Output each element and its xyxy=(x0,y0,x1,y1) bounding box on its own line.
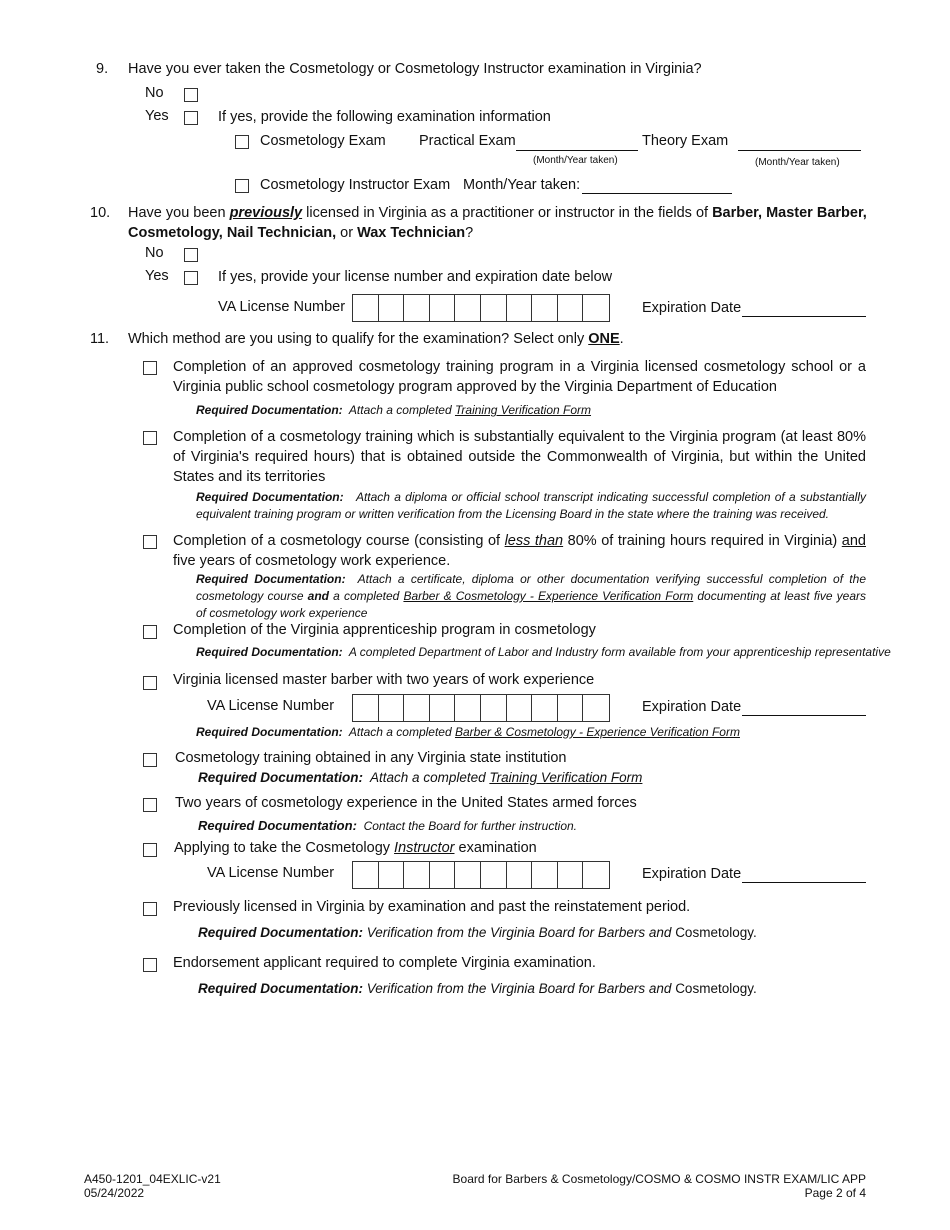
q9-number: 9. xyxy=(96,61,109,77)
footer-form-id: A450-1201_04EXLIC-v21 xyxy=(84,1172,221,1186)
q11-option2-req: Required Documentation: Attach a diploma or official school transcript indicating successful completion of a substantially equivalent training program or written verification from the Licensing Board in the state where the training was received. xyxy=(196,490,866,521)
q11-option4-checkbox[interactable] xyxy=(143,625,157,639)
q10-number: 10. xyxy=(90,205,111,221)
q10-question-line2: Cosmetology, Nail Technician, or Wax Technician? xyxy=(128,225,474,241)
q11-option6-checkbox[interactable] xyxy=(143,753,157,767)
q11-option5-checkbox[interactable] xyxy=(143,676,157,690)
q10-license-label: VA License Number xyxy=(218,299,346,315)
q11-option10-text: Endorsement applicant required to complete Virginia examination. xyxy=(173,955,596,971)
q9-no-label: No xyxy=(145,85,164,101)
q9-no-checkbox[interactable] xyxy=(184,88,198,102)
q11-option8-checkbox[interactable] xyxy=(143,843,157,857)
q11-option6-text: Cosmetology training obtained in any Virginia state institution xyxy=(175,750,567,766)
q11-option1-req: Required Documentation: Attach a completed Training Verification Form xyxy=(196,403,592,417)
q11-option8-license-label: VA License Number xyxy=(207,865,335,881)
q9-theory-hint: (Month/Year taken) xyxy=(755,157,840,168)
q9-theory-label: Theory Exam xyxy=(642,133,729,149)
q9-yes-checkbox[interactable] xyxy=(184,111,198,125)
footer-date: 05/24/2022 xyxy=(84,1186,145,1200)
q9-cosmo-exam-label: Cosmetology Exam xyxy=(260,133,386,149)
q9-instr-exam-checkbox[interactable] xyxy=(235,179,249,193)
q9-theory-field[interactable] xyxy=(738,150,861,151)
q9-yes-label: Yes xyxy=(145,108,169,124)
q11-option5-req: Required Documentation: Attach a completed Barber & Cosmetology - Experience Verification Form xyxy=(196,725,740,739)
q11-option2-text: Completion of a cosmetology training which is substantially equivalent to the Virginia program (at least 80% of Virginia's required hours) that is obtained outside the Commonwealth of Virginia, but within the United States and its territories xyxy=(173,429,866,485)
q11-option4-text: Completion of the Virginia apprenticeship program in cosmetology xyxy=(173,622,596,638)
q11-question: Which method are you using to qualify for the examination? Select only ONE. xyxy=(128,331,624,347)
q11-option7-checkbox[interactable] xyxy=(143,798,157,812)
footer-board: Board for Barbers & Cosmetology/COSMO & COSMO INSTR EXAM/LIC APP xyxy=(452,1172,866,1186)
q11-option5-text: Virginia licensed master barber with two years of work experience xyxy=(173,672,595,688)
q11-option9-req: Required Documentation: Verification from the Virginia Board for Barbers and Cosmetology. xyxy=(198,925,757,940)
q10-expiration-field[interactable] xyxy=(742,316,866,317)
q10-yes-checkbox[interactable] xyxy=(184,271,198,285)
q9-instr-month-label: Month/Year taken: xyxy=(463,177,581,193)
q11-option2-checkbox[interactable] xyxy=(143,431,157,445)
q9-question: Have you ever taken the Cosmetology or Cosmetology Instructor examination in Virginia? xyxy=(128,61,702,77)
q9-instr-exam-label: Cosmetology Instructor Exam xyxy=(260,177,451,193)
q11-option6-req: Required Documentation: Attach a completed Training Verification Form xyxy=(198,770,643,785)
q11-option3-text: Completion of a cosmetology course (consisting of less than 80% of training hours required in Virginia) and five years of cosmetology work experience. xyxy=(173,533,866,569)
q9-cosmo-exam-checkbox[interactable] xyxy=(235,135,249,149)
q9-practical-label: Practical Exam xyxy=(419,133,516,149)
q11-option8-license-input[interactable] xyxy=(352,861,610,889)
q10-question-line1: Have you been previously licensed in Virginia as a practitioner or instructor in the fields of Barber, Master Barber, xyxy=(128,205,867,221)
q11-option8-expiration-field[interactable] xyxy=(742,882,866,883)
q9-practical-field[interactable] xyxy=(516,150,638,151)
q11-option7-text: Two years of cosmetology experience in the United States armed forces xyxy=(175,795,637,811)
q10-no-label: No xyxy=(145,245,164,261)
q9-instr-month-field[interactable] xyxy=(582,193,732,194)
q11-option5-expiration-label: Expiration Date xyxy=(642,699,742,715)
q11-option10-checkbox[interactable] xyxy=(143,958,157,972)
q11-option4-req: Required Documentation: A completed Department of Labor and Industry form available from your apprenticeship representative xyxy=(196,645,891,659)
q11-option8-text: Applying to take the Cosmetology Instructor examination xyxy=(174,840,537,856)
q11-option1-text: Completion of an approved cosmetology training program in a Virginia licensed cosmetology school or a Virginia public school cosmetology program approved by the Virginia Department of Education xyxy=(173,359,866,395)
q9-practical-hint: (Month/Year taken) xyxy=(533,155,618,166)
q11-option3-checkbox[interactable] xyxy=(143,535,157,549)
q11-option1-checkbox[interactable] xyxy=(143,361,157,375)
q10-expiration-label: Expiration Date xyxy=(642,300,742,316)
footer-left xyxy=(84,1172,221,1200)
q11-option9-text: Previously licensed in Virginia by examination and past the reinstatement period. xyxy=(173,899,691,915)
q11-option10-req: Required Documentation: Verification from the Virginia Board for Barbers and Cosmetology. xyxy=(198,981,757,996)
footer-right xyxy=(453,1172,866,1200)
q10-no-checkbox[interactable] xyxy=(184,248,198,262)
q11-option3-req: Required Documentation: Attach a certificate, diploma or other documentation verifying successful completion of the cosmetology course and a completed Barber & Cosmetology - Experience Verification Form documenting at least five years of cosmetology work experience xyxy=(196,572,866,620)
q11-option5-license-input[interactable] xyxy=(352,694,610,722)
q11-option5-expiration-field[interactable] xyxy=(742,715,866,716)
q11-option8-expiration-label: Expiration Date xyxy=(642,866,742,882)
q10-license-input[interactable] xyxy=(352,294,610,322)
footer-page: Page 2 of 4 xyxy=(804,1186,866,1200)
q10-yes-note: If yes, provide your license number and expiration date below xyxy=(218,269,613,285)
q9-yes-note: If yes, provide the following examination information xyxy=(218,109,551,125)
q11-option5-license-label: VA License Number xyxy=(207,698,335,714)
q11-option7-req: Required Documentation: Contact the Board for further instruction. xyxy=(198,818,578,833)
q10-yes-label: Yes xyxy=(145,268,169,284)
q11-number: 11. xyxy=(90,331,110,347)
q11-option9-checkbox[interactable] xyxy=(143,902,157,916)
